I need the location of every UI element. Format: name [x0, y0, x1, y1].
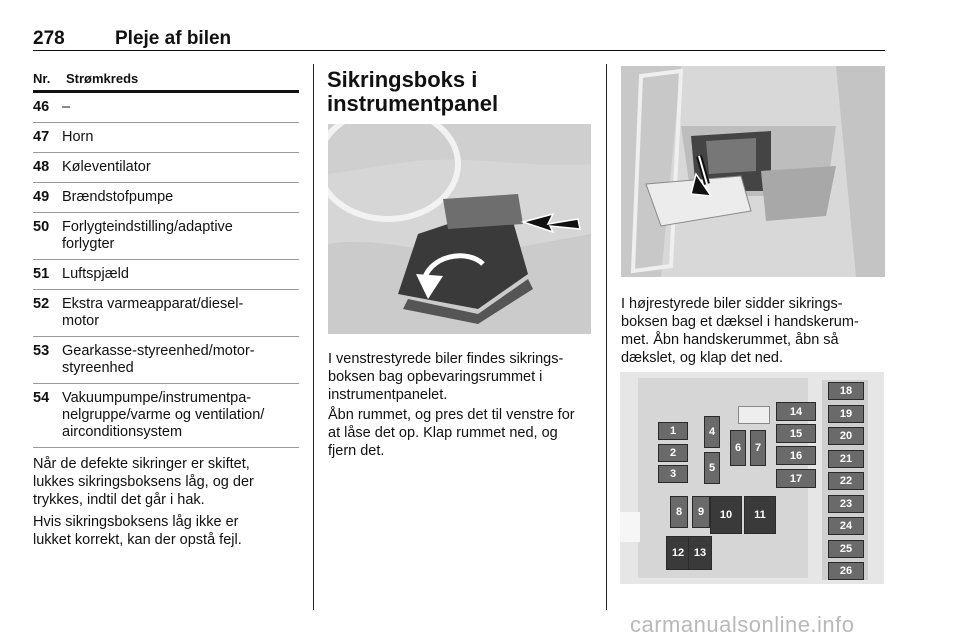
page-header — [33, 28, 885, 50]
text-line: Åbn rummet, og pres det til venstre for — [328, 407, 575, 423]
table-row — [33, 384, 299, 448]
section-heading-line-2: instrumentpanel — [327, 91, 499, 116]
text-line: fjern det. — [328, 443, 385, 459]
circuit-name — [62, 159, 299, 176]
fuse-number: 49 — [33, 189, 50, 205]
col-header-circuit: Strømkreds — [66, 70, 139, 86]
column-divider-1 — [313, 64, 314, 610]
text-line: Hvis sikringsboksens låg ikke er — [33, 514, 239, 530]
circuit-name — [62, 189, 299, 206]
circuit-name-line: – — [62, 99, 71, 115]
fuse-1: 1 — [658, 422, 688, 440]
col-header-nr: Nr. — [33, 70, 51, 86]
fuse-24: 24 — [828, 517, 864, 535]
fuse-5: 5 — [704, 452, 720, 484]
fuse-15: 15 — [776, 424, 816, 443]
fuse-number: 47 — [33, 129, 50, 145]
rhd-illustration — [621, 66, 885, 277]
fuse-7: 7 — [750, 430, 766, 466]
fuse-number: 48 — [33, 159, 50, 175]
fuse-20: 20 — [828, 427, 864, 445]
fuse-box-diagram — [620, 372, 884, 584]
text-line: lukket korrekt, kan der opstå fejl. — [33, 532, 242, 548]
circuit-name-line: motor — [62, 313, 100, 329]
table-row — [33, 183, 299, 213]
circuit-name-line: Gearkasse-styreenhed/motor- — [62, 343, 255, 359]
circuit-name — [62, 129, 299, 146]
table-row — [33, 337, 299, 384]
fuse-10: 10 — [710, 496, 742, 534]
watermark-footer: carmanualsonline.info — [630, 612, 855, 637]
fuse-2: 2 — [658, 444, 688, 462]
left-paragraph-1 — [33, 455, 299, 509]
circuit-name — [62, 343, 299, 377]
fuse-19: 19 — [828, 405, 864, 423]
section-heading-line-1: Sikringsboks i — [327, 67, 478, 92]
table-row — [33, 93, 299, 123]
circuit-name-line: Forlygteindstilling/adaptive — [62, 219, 233, 235]
fuse-number: 52 — [33, 296, 50, 312]
figure-lhd-storage-compartment — [328, 124, 591, 334]
table-row — [33, 290, 299, 337]
figure-rhd-glovebox — [621, 66, 885, 277]
circuit-name — [62, 266, 299, 283]
table-header — [33, 66, 299, 93]
circuit-name-line: forlygter — [62, 236, 115, 252]
text-line: dækslet, og klap det ned. — [621, 350, 784, 366]
page-title: Pleje af bilen — [115, 28, 232, 49]
circuit-name — [62, 296, 299, 330]
fuse-number: 46 — [33, 99, 50, 115]
fuse-17: 17 — [776, 469, 816, 488]
fuse-21: 21 — [828, 450, 864, 468]
fuse-3: 3 — [658, 465, 688, 483]
fuse-13: 13 — [688, 536, 712, 570]
fuse-23: 23 — [828, 495, 864, 513]
fuse-18: 18 — [828, 382, 864, 400]
fuse-box-cutout — [738, 406, 770, 424]
circuit-name — [62, 99, 299, 116]
circuit-name-line: Køleventilator — [62, 159, 151, 175]
fuse-6: 6 — [730, 430, 746, 466]
table-row — [33, 153, 299, 183]
text-line: trykkes, indtil det går i hak. — [33, 492, 205, 508]
header-rule — [33, 50, 885, 51]
table-row — [33, 260, 299, 290]
text-line: lukkes sikringsboksens låg, og der — [33, 474, 254, 490]
fuse-box-left-tab — [620, 512, 640, 542]
table-row — [33, 213, 299, 260]
text-line: instrumentpanelet. — [328, 387, 448, 403]
middle-paragraph-2 — [328, 406, 596, 460]
circuit-name — [62, 219, 299, 253]
circuit-name-line: airconditionsystem — [62, 424, 183, 440]
circuit-name-line: nelgruppe/varme og ventilation/ — [62, 407, 265, 423]
circuit-name — [62, 390, 299, 441]
fuse-25: 25 — [828, 540, 864, 558]
fuse-8: 8 — [670, 496, 688, 528]
text-line: met. Åbn handskerummet, åbn så — [621, 332, 839, 348]
text-line: I venstrestyrede biler findes sikrings- — [328, 351, 564, 367]
fuse-14: 14 — [776, 402, 816, 421]
text-line: at låse det op. Klap rummet ned, og — [328, 425, 558, 441]
lhd-illustration — [328, 124, 591, 334]
circuit-name-line: Luftspjæld — [62, 266, 129, 282]
circuit-name-line: styreenhed — [62, 360, 134, 376]
fuse-4: 4 — [704, 416, 720, 448]
circuit-name-line: Horn — [62, 129, 94, 145]
right-paragraph — [621, 295, 889, 367]
fuse-number: 51 — [33, 266, 50, 282]
section-heading — [327, 68, 498, 116]
fuse-26: 26 — [828, 562, 864, 580]
text-line: boksen bag opbevaringsrummet i — [328, 369, 543, 385]
fuse-22: 22 — [828, 472, 864, 490]
text-line: I højrestyrede biler sidder sikrings- — [621, 296, 843, 312]
fuse-12: 12 — [666, 536, 690, 570]
fuse-circuit-table — [33, 66, 299, 448]
middle-paragraph-1 — [328, 350, 596, 404]
text-line: Når de defekte sikringer er skiftet, — [33, 456, 250, 472]
fuse-number: 54 — [33, 390, 50, 406]
fuse-9: 9 — [692, 496, 710, 528]
column-divider-2 — [606, 64, 607, 610]
table-row — [33, 123, 299, 153]
circuit-name-line: Brændstofpumpe — [62, 189, 174, 205]
fuse-number: 53 — [33, 343, 50, 359]
text-line: boksen bag et dæksel i handskerum- — [621, 314, 859, 330]
page-number: 278 — [33, 28, 65, 49]
circuit-name-line: Ekstra varmeapparat/diesel- — [62, 296, 244, 312]
fuse-number: 50 — [33, 219, 50, 235]
fuse-16: 16 — [776, 446, 816, 465]
left-paragraph-2 — [33, 513, 299, 549]
circuit-name-line: Vakuumpumpe/instrumentpa- — [62, 390, 252, 406]
fuse-11: 11 — [744, 496, 776, 534]
